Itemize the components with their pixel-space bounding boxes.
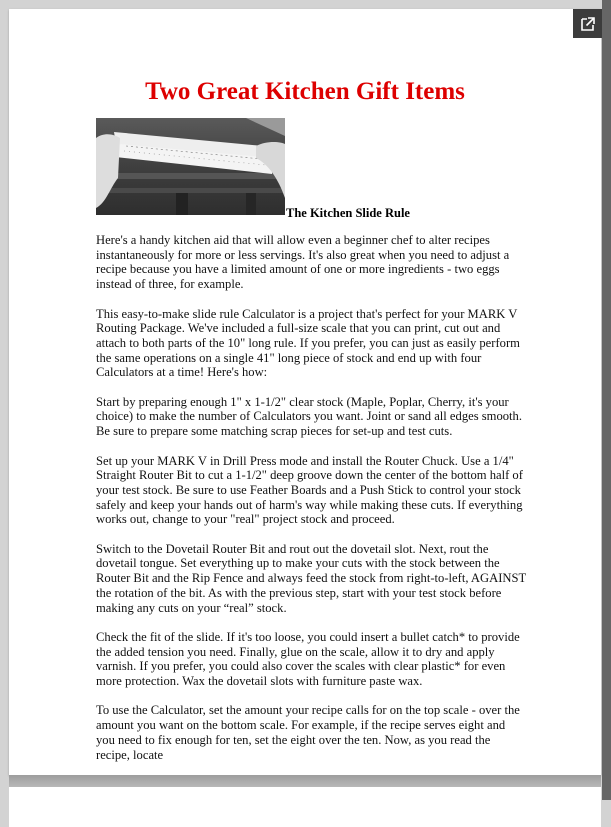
paragraph: Switch to the Dovetail Router Bit and rout out the dovetail slot. Next, rout the dovetail tongue. Set everything up to make your cuts with the stock between the Router Bit and the Rip Fence and always feed the stock from right-to-left, AGAINST the rotation of the bit. As with the previous step, start with your test stock before making any cuts on your “real” stock.: [96, 541, 526, 615]
next-document-page: [9, 787, 601, 827]
paragraph: Start by preparing enough 1" x 1-1/2" clear stock (Maple, Poplar, Cherry, it's your choice) to make the number of Calculators you want. Joint or sand all edges smooth. Be sure to prepare some matching scrap pieces for set-up and test cuts.: [96, 394, 522, 439]
popout-button[interactable]: [573, 9, 602, 38]
paragraph: This easy-to-make slide rule Calculator is a project that's perfect for your MARK V Routing Package. We've included a full-size scale that you can print, cut out and attach to both parts of the 10" long rule. If you prefer, you can just as easily perform the same operations on a single 41" long piece of stock and end up with four Calculators at a time! Here's how:: [96, 306, 520, 380]
open-in-new-window-icon: [580, 16, 596, 32]
paragraph: Here's a handy kitchen aid that will allow even a beginner chef to alter recipes instantaneously for more or less servings. It's also great when you need to adjust a recipe because you have a limited amount of one or more ingredients - two eggs instead of three, for example.: [96, 233, 510, 292]
figure-caption: The Kitchen Slide Rule: [286, 206, 410, 220]
paragraph: Set up your MARK V in Drill Press mode and install the Router Chuck. Use a 1/4" Straight Router Bit to cut a 1-1/2" deep groove down the center of the bottom half of your test stock. Be sure to use Feather Boards and a Push Stick to control your stock safely and keep your hands out of harm's way while making these cuts. If everything works out, change to your "real" project stock and proceed.: [96, 453, 523, 527]
paragraph: Check the fit of the slide. If it's too loose, you could insert a bullet catch* to provide the added tension you need. Finally, glue on the scale, allow it to dry and apply varnish. If you prefer, you could also cover the scales with clear plastic* for even more protection. Wax the dovetail slots with furniture paste wax.: [96, 629, 520, 689]
paragraph: To use the Calculator, set the amount your recipe calls for on the top scale - over the amount you want on the bottom scale. For example, if the recipe serves eight and you need to fix enough for ten, set the eight over the ten. Now, as you read the recipe, locate: [96, 703, 520, 762]
article-body: [96, 233, 526, 777]
vertical-scrollbar[interactable]: [602, 0, 611, 800]
slide-rule-photo: [96, 118, 285, 215]
slide-rule-image: [96, 118, 285, 215]
page-title: Two Great Kitchen Gift Items: [145, 78, 465, 105]
